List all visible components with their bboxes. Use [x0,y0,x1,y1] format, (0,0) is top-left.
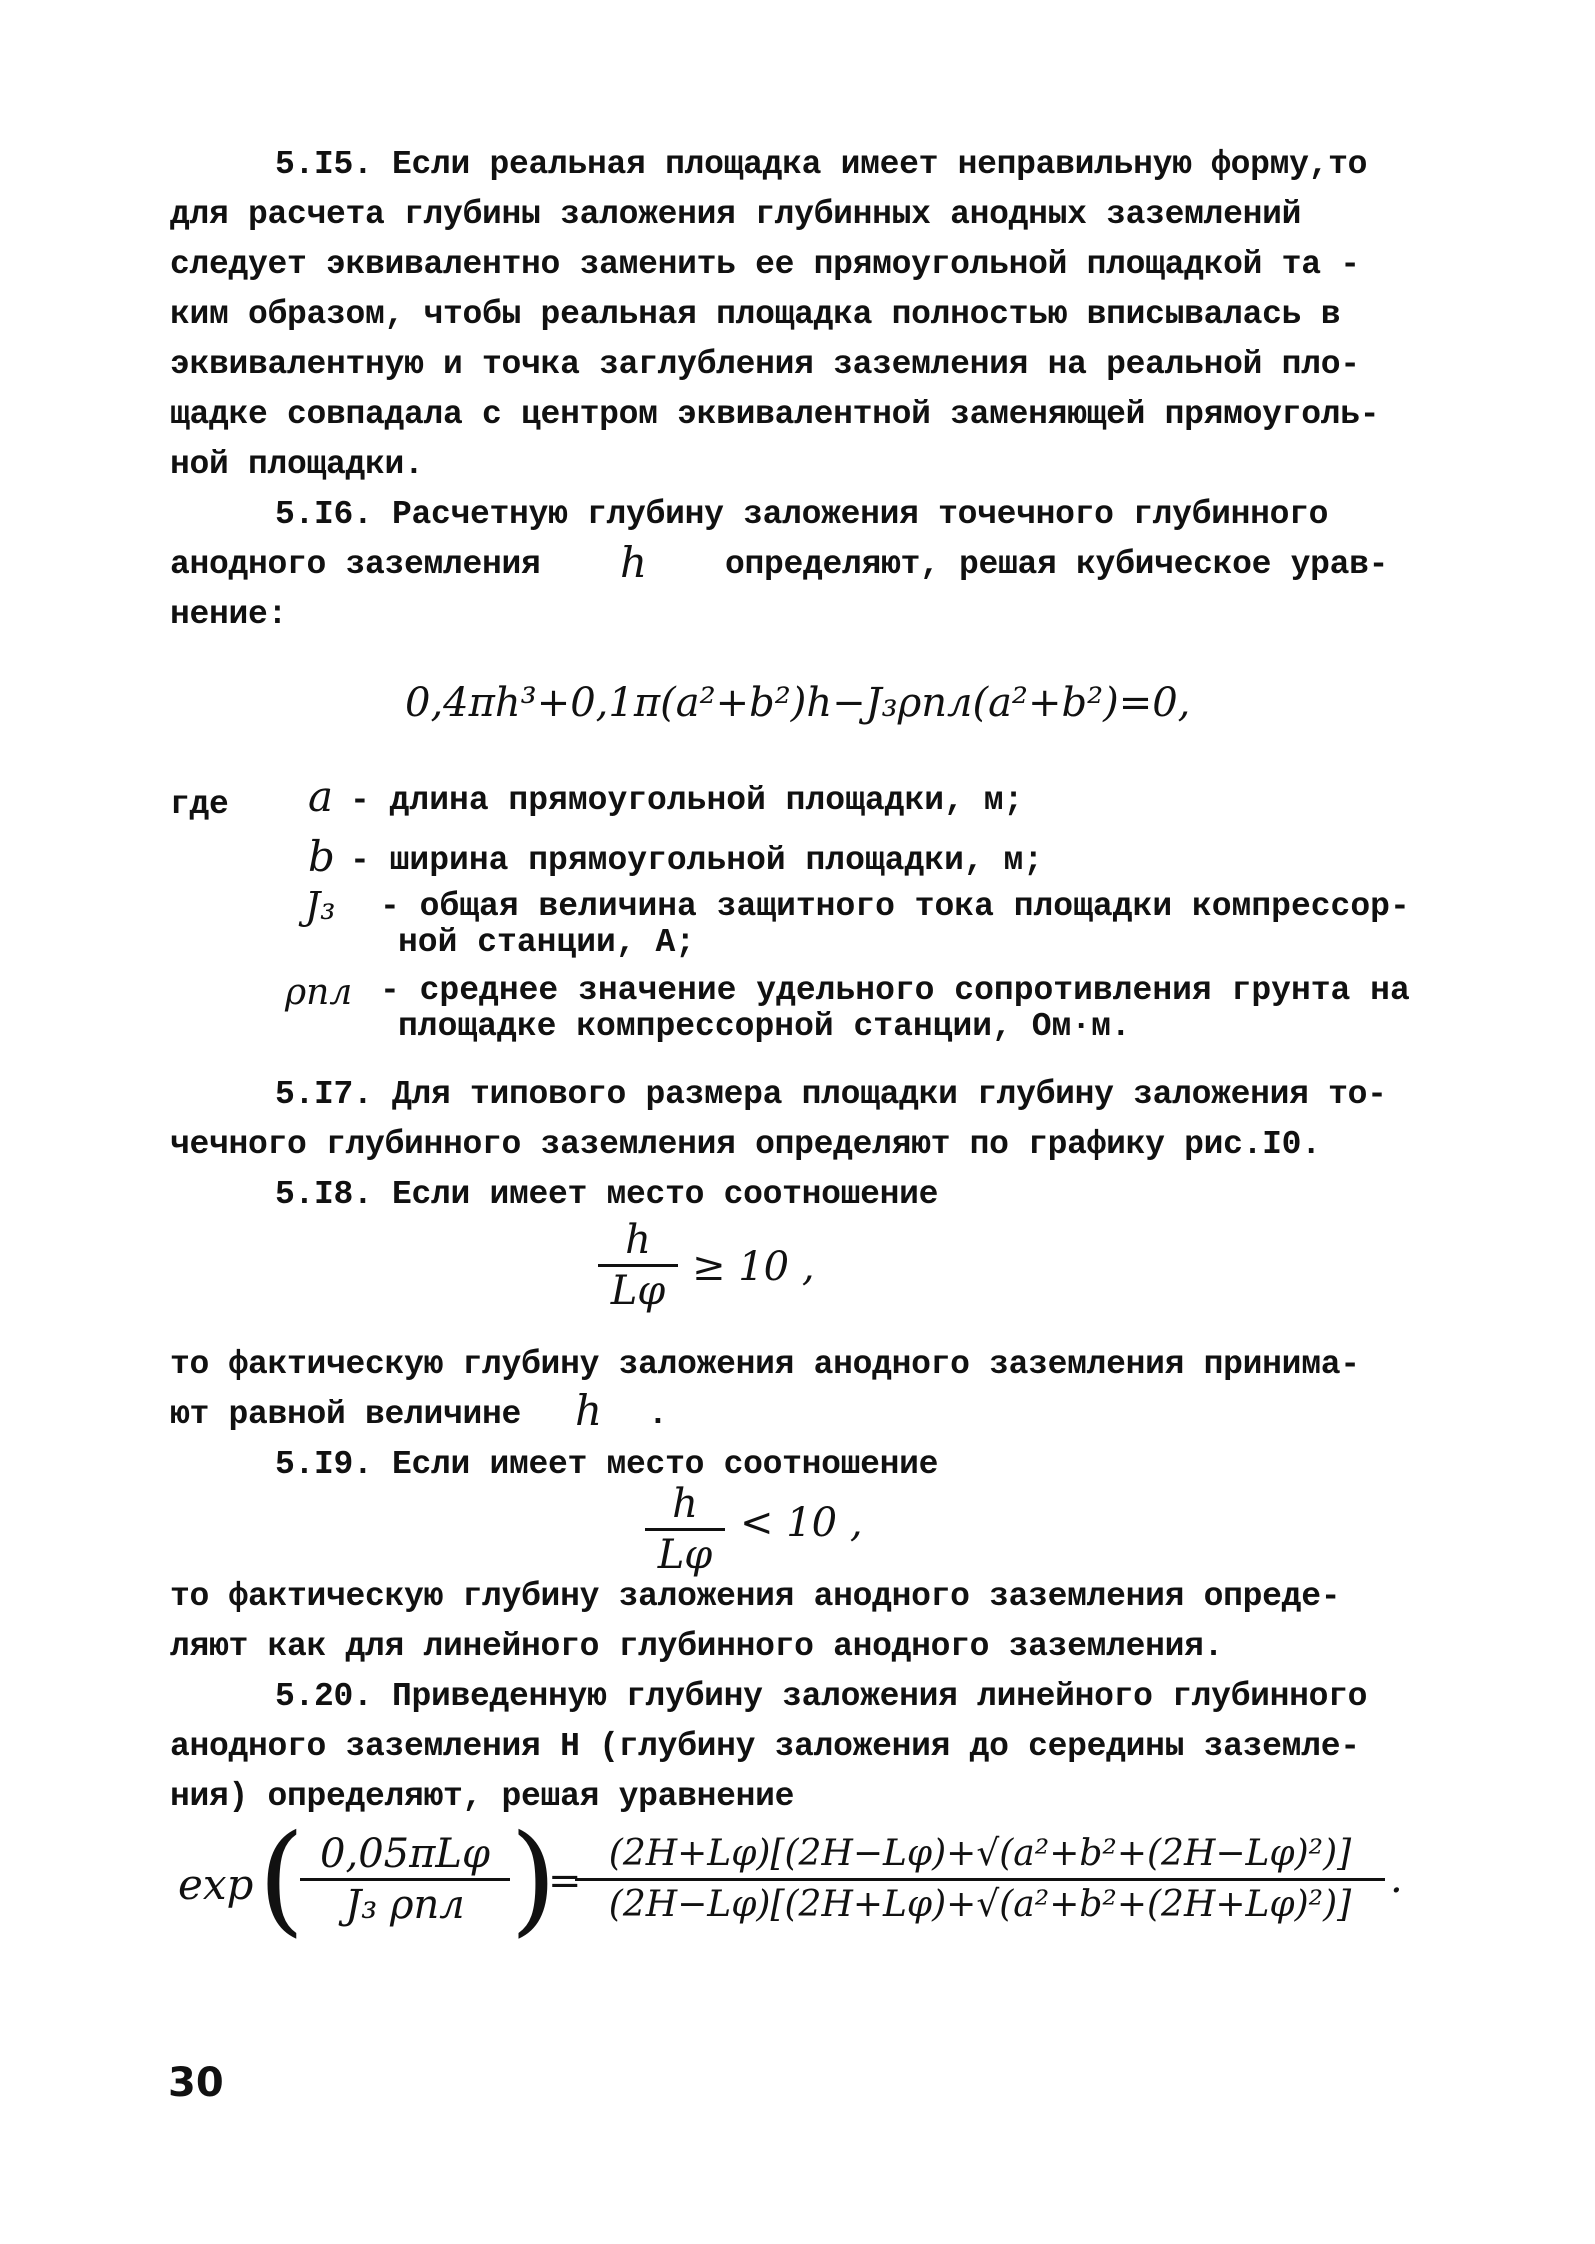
p520-lhs-numerator: 0,05πLφ [320,1831,490,1877]
p518-line-2: то фактическую глубину заложения анодного заземления принима- [170,1346,1360,1383]
def-symbol-rho: ρпл [285,972,353,1013]
p520-paren-close: ) [510,1810,557,1949]
p520-line-3: ния) определяют, решая уравнение [170,1778,795,1815]
p518-relation: ≥ 10 , [692,1244,815,1290]
p520-lhs-fraction [300,1832,510,1927]
p518-frac-denominator: Lφ [610,1268,666,1314]
p518-line-1: 5.I8. Если имеет место соотношение [275,1176,939,1213]
p520-rhs-denominator: (2H−Lφ)[(2H+Lφ)+√(a²+b²+(2H+Lφ)²)] [608,1884,1352,1925]
p515-line-1: 5.I5. Если реальная площадка имеет неправильную форму,то [275,146,1368,183]
p519-frac-bar [645,1528,725,1531]
p519-frac-numerator: h [672,1481,698,1527]
p520-rhs-fraction [575,1832,1385,1927]
p519-fraction [645,1482,725,1577]
p515-line-2: для расчета глубины заложения глубинных анодных заземлений [170,196,1302,233]
def-j3-text-1: - общая величина защитного тока площадки компрессор- [380,888,1410,925]
p515-line-5: эквивалентную и точка заглубления заземления на реальной пло- [170,346,1360,383]
p515-line-3: следует эквивалентно заменить ее прямоугольной площадкой та - [170,246,1360,283]
p520-line-1: 5.20. Приведенную глубину заложения линейного глубинного [275,1678,1368,1715]
p518-fraction [598,1218,678,1313]
p516-cubic-equation: 0,4πh³+0,1π(a²+b²)h−J₃ρпл(a²+b²)=0, [405,680,1191,726]
p520-lhs-bar [300,1878,510,1881]
p515-line-6: щадке совпадала с центром эквивалентной заменяющей прямоуголь- [170,396,1380,433]
p517-line-2: чечного глубинного заземления определяют по графику рис.I0. [170,1126,1321,1163]
p518-frac-bar [598,1264,678,1267]
p519-line-2: то фактическую глубину заложения анодного заземления опреде- [170,1578,1341,1615]
p519-line-1: 5.I9. Если имеет место соотношение [275,1446,939,1483]
def-rho-text-2: площадке компрессорной станции, Ом·м. [398,1008,1131,1045]
def-a-text: - длина прямоугольной площадки, м; [350,782,1024,819]
def-symbol-j3: J₃ [305,884,336,928]
p518-frac-numerator: h [625,1217,651,1263]
p516-symbol-h: h [620,538,648,587]
p518-line-3-start: ют равной величине [170,1396,522,1433]
p515-line-7: ной площадки. [170,446,424,483]
page-number: 30 [168,2060,224,2106]
p519-relation: < 10 , [740,1500,863,1546]
p518-symbol-h: h [575,1386,603,1435]
def-b-text: - ширина прямоугольной площадки, м; [350,842,1044,879]
where-word: где [170,786,229,823]
p519-frac-denominator: Lφ [657,1532,713,1578]
p518-line-3-end: . [648,1396,668,1433]
p519-line-3: ляют как для линейного глубинного анодного заземления. [170,1628,1224,1665]
p515-line-4: ким образом, чтобы реальная площадка полностью вписывалась в [170,296,1341,333]
p516-line-2-end: определяют, решая кубическое урав- [725,546,1389,583]
p520-exp: exp [178,1860,254,1909]
p520-paren-open: ( [258,1810,305,1949]
p516-line-2-start: анодного заземления [170,546,541,583]
p520-lhs-denominator: J₃ ρпл [345,1882,465,1928]
def-symbol-b: b [308,832,335,881]
p516-line-3: нение: [170,596,288,633]
def-rho-text-1: - среднее значение удельного сопротивления грунта на [380,972,1410,1009]
def-j3-text-2: ной станции, А; [398,924,696,961]
p520-rhs-bar [575,1878,1385,1881]
p516-line-1: 5.I6. Расчетную глубину заложения точечного глубинного [275,496,1329,533]
p520-equals-sign: = [548,1858,582,1904]
def-symbol-a: a [308,772,334,821]
p517-line-1: 5.I7. Для типового размера площадки глубину заложения то- [275,1076,1387,1113]
p520-rhs-numerator: (2H+Lφ)[(2H−Lφ)+√(a²+b²+(2H−Lφ)²)] [608,1833,1352,1874]
p520-end-dot: . [1390,1856,1403,1902]
p520-line-2: анодного заземления Н (глубину заложения до середины заземле- [170,1728,1360,1765]
